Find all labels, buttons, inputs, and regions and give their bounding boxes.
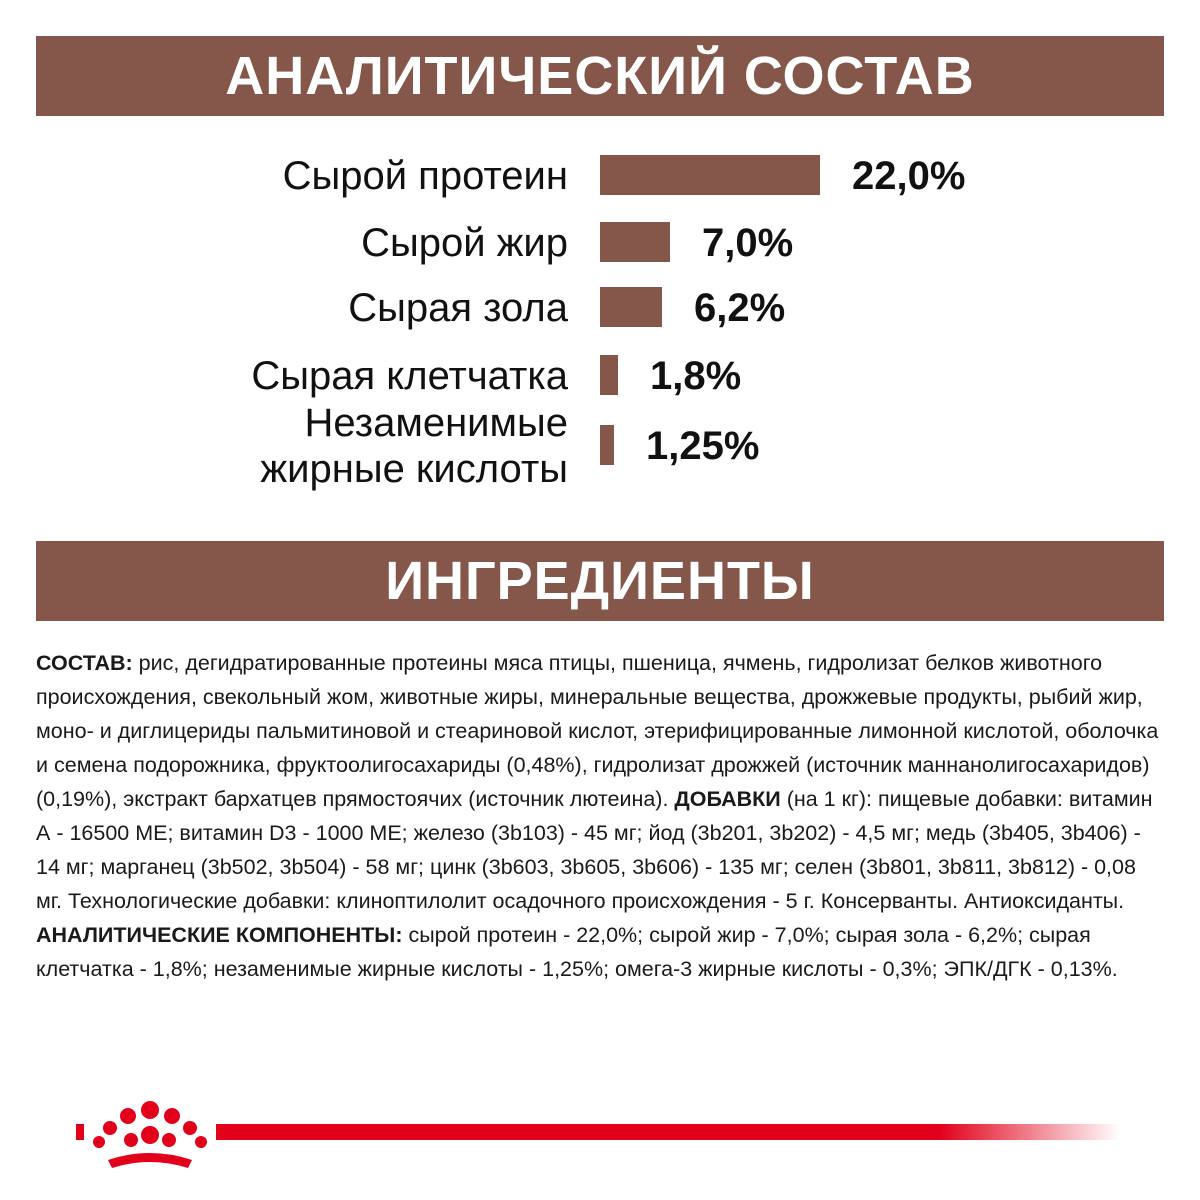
analysis-title-banner bbox=[36, 36, 1164, 116]
bar-value-label-0: 22,0% bbox=[852, 154, 966, 198]
analytical-components-label: АНАЛИТИЧЕСКИЕ КОМПОНЕНТЫ: bbox=[36, 923, 403, 947]
composition-label: СОСТАВ: bbox=[36, 651, 133, 675]
bar-3 bbox=[600, 355, 618, 395]
category-label-0: Сырой протеин bbox=[282, 154, 568, 198]
additives-label: ДОБАВКИ bbox=[674, 787, 781, 811]
ingredients-title: ИНГРЕДИЕНТЫ bbox=[385, 551, 815, 611]
bar-0 bbox=[600, 155, 820, 195]
brand-footer bbox=[0, 1090, 1200, 1180]
composition-text: рис, дегидратированные протеины мяса птицы, пшеница, ячмень, гидролизат белков животного происхождения, свекольный жом, животные жиры, минеральные вещества, дрожжевые продукты, рыбий жир, моно- и диглицериды пальмитиновой и стеариновой кислот, этерифицированные лимонной кислотой, оболочка и семена подорожника, фруктоолигосахариды (0,48%), гидролизат дрожжей (источник маннанолигосахаридов) (0,19%), экстракт бархатцев прямостоячих (источник лютеина). bbox=[36, 651, 1159, 811]
analysis-bar-chart bbox=[0, 130, 1200, 510]
analytical-components-text: сырой протеин - 22,0%; сырой жир - 7,0%; сырая зола - 6,2%; сырая клетчатка - 1,8%; незаменимые жирные кислоты - 1,25%; омега-3 жирные кислоты - 0,3%; ЭПК/ДГК - 0,13%. bbox=[36, 923, 1118, 981]
bar-value-label-4: 1,25% bbox=[646, 424, 760, 468]
category-label-2: Сырая зола bbox=[348, 286, 568, 330]
bar-1 bbox=[600, 222, 670, 262]
category-label-3: Сырая клетчатка bbox=[251, 354, 568, 398]
category-label-4-line-0: Незаменимые bbox=[304, 401, 568, 445]
royal-crown-logo-icon bbox=[93, 1101, 207, 1168]
ingredients-text bbox=[36, 646, 1164, 986]
footer-line-right bbox=[216, 1124, 1120, 1140]
bar-value-label-2: 6,2% bbox=[694, 286, 786, 330]
bar-value-label-1: 7,0% bbox=[702, 221, 794, 265]
bar-4 bbox=[600, 425, 614, 465]
bar-value-label-3: 1,8% bbox=[650, 354, 742, 398]
footer-line-left bbox=[76, 1124, 84, 1140]
analysis-title: АНАЛИТИЧЕСКИЙ СОСТАВ bbox=[225, 46, 975, 106]
category-label-1: Сырой жир bbox=[361, 221, 568, 265]
bar-2 bbox=[600, 287, 662, 327]
additives-text: (на 1 кг): пищевые добавки: витамин А - 16500 МЕ; витамин D3 - 1000 МЕ; железо (3b103) - 45 мг; йод (3b201, 3b202) - 4,5 мг; медь (3b405, 3b406) - 14 мг; марганец (3b502, 3b504) - 58 мг; цинк (3b603, 3b605, 3b606) - 135 мг; селен (3b801, 3b811, 3b812) - 0,08 мг. Технологические добавки: клиноптилолит осадочного происхождения - 5 г. Консерванты. Антиоксиданты. bbox=[36, 787, 1153, 913]
category-label-4-line-1: жирные кислоты bbox=[260, 447, 568, 491]
ingredients-title-banner bbox=[36, 541, 1164, 621]
